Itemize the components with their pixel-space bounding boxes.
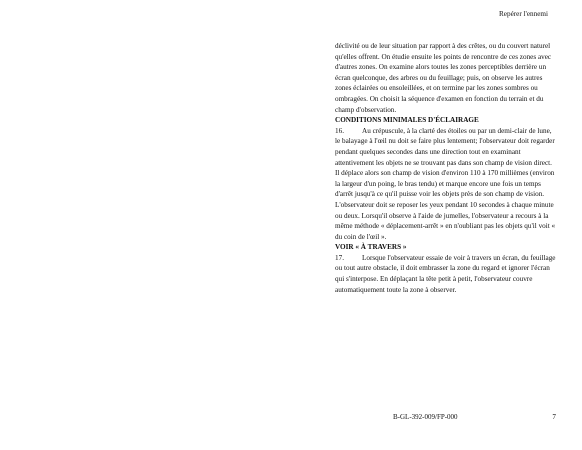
page-number: 7 xyxy=(552,413,556,421)
running-header: Repérer l'ennemi xyxy=(499,10,548,18)
continued-paragraph: déclivité ou de leur situation par rapport à des crêtes, ou du couvert naturel qu'elles offrent. On étudie ensuite les points de rencontre de ces zones avec d'autres zones. On examine alors toutes les zones perceptibles derrière un écran quelconque, des arbres ou du feuillage; puis, on observe les autres zones éclairées ou ensoleillées, et on termine par les zones sombres ou ombragées. On choisit la séquence d'examen en fonction du terrain et du champ d'observation. xyxy=(335,42,552,114)
document-reference: B-GL-392-009/FP-000 xyxy=(393,413,458,421)
paragraph-17 xyxy=(335,253,556,295)
paragraph-text: Lorsque l'observateur essaie de voir à travers un écran, du feuillage ou tout autre obstacle, il doit embrasser la zone du regard et ignorer l'écran qui s'interpose. En déplaçant la tête petit à petit, l'observateur couvre automatiquement toute la zone à observer. xyxy=(335,253,556,294)
page-content xyxy=(335,41,556,295)
paragraph-16 xyxy=(335,126,556,243)
section-heading-see-through: VOIR « À TRAVERS » xyxy=(335,243,407,252)
paragraph-number: 17. xyxy=(335,253,344,262)
paragraph-text: Au crépuscule, à la clarté des étoiles ou par un demi-clair de lune, le balayage à l'œil nu doit se faire plus lentement; l'observateur doit regarder pendant quelques secondes dans une direction tout en examinant attentivement les objets ne se trouvant pas dans son champ de vision direct. Il déplace alors son champ de vision d'environ 110 à 170 millièmes (environ la largeur d'un poing, le bras tendu) et marque encore une fois un temps d'arrêt jusqu'à ce qu'il puisse voir les objets près de son champ de vision. L'observateur doit se reposer les yeux pendant 10 secondes à chaque minute ou deux. Lorsqu'il observe à l'aide de jumelles, l'observateur a recours à la même méthode « déplacement-arrêt » en n'oubliant pas les objets qu'il voit « du coin de l'œil ». xyxy=(335,126,556,241)
paragraph-number: 16. xyxy=(335,126,344,135)
section-heading-lighting: CONDITIONS MINIMALES D'ÉCLAIRAGE xyxy=(335,116,479,125)
